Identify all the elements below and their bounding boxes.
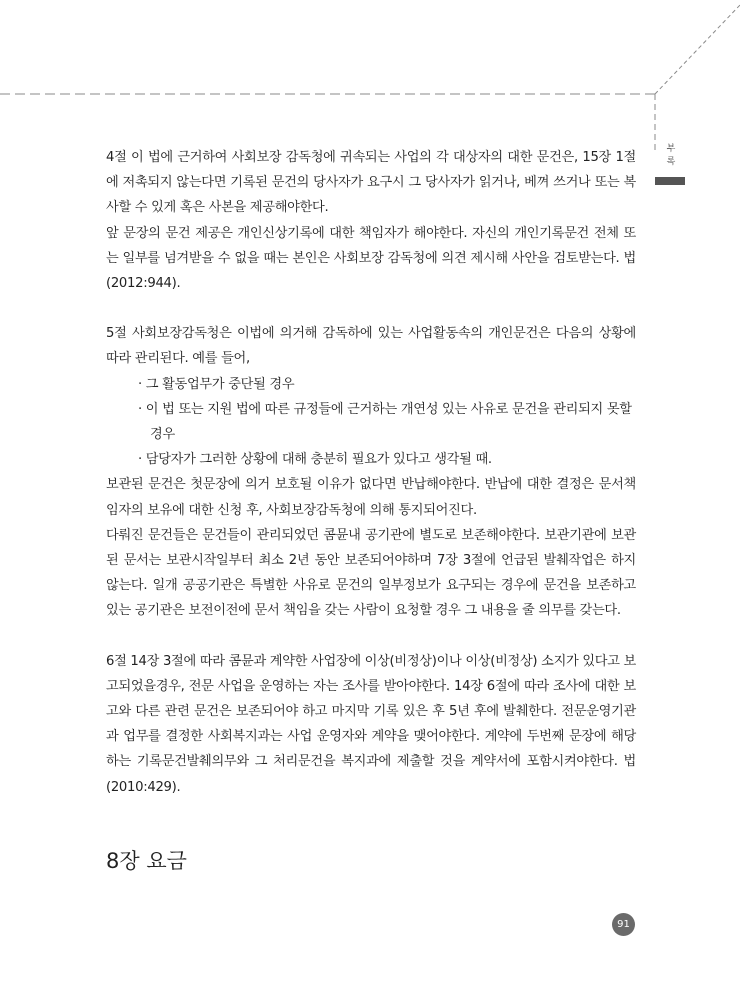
chapter-title: 8장 요금 <box>106 849 187 873</box>
bullet-item: · 이 법 또는 지원 법에 따른 규정들에 근거하는 개연성 있는 사유로 문건을 관리되지 못할경우 <box>138 401 632 443</box>
page-number: 91 <box>612 913 635 936</box>
appendix-tab-label-2: 록 <box>666 157 676 167</box>
appendix-tab-bar <box>655 177 685 185</box>
paragraph-5-return: 보관된 문건은 첫문장에 의거 보호될 이유가 없다면 반납해야한다. 반납에 대한 결정은 문서책임자의 보유에 대한 신청 후, 사회보장감독청에 의해 통지되어진다. <box>106 477 636 518</box>
paragraph-4: 4절 이 법에 근거하여 사회보장 감독청에 귀속되는 사업의 각 대상자의 대한 문건은, 15장 1절에 저촉되지 않는다면 기록된 문건의 당사자가 요구시 그 당사자가 읽거나, 베껴 쓰거나 또는 복사할 수 있게 혹은 사본을 제공해야한다. <box>106 150 636 216</box>
appendix-tab <box>661 143 681 169</box>
bullet-item: · 그 활동업무가 중단될 경우 <box>138 376 295 392</box>
body-text <box>106 145 636 800</box>
paragraph-4-cont: 앞 문장의 문건 제공은 개인신상기록에 대한 책임자가 해야한다. 자신의 개인기록문건 전체 또는 일부를 넘겨받을 수 없을 때는 본인은 사회보장 감독청에 의견 제시해 사안을 검토받는다. 법(2012:944). <box>106 225 636 292</box>
paragraph-5-storage: 다뤄진 문건들은 문건들이 관리되었던 콤뮨내 공기관에 별도로 보존해야한다. 보관기관에 보관된 문서는 보관시작일부터 최소 2년 동안 보존되어야하며 7장 3절에 언급된 발췌작업은 하지 않는다. 일개 공공기관은 특별한 사유로 문건의 일부정보가 요구되는 경우에 문건을 보존하고 있는 공기관은 보전이전에 문서 책임을 갖는 사람이 요청할 경우 그 내용을 줄 의무를 갖는다. <box>106 527 636 619</box>
appendix-tab-label-1: 부 <box>666 144 676 154</box>
paragraph-6: 6절 14장 3절에 따라 콤뮨과 계약한 사업장에 이상(비정상)이나 이상(비정상) 소지가 있다고 보고되었을경우, 전문 사업을 운영하는 자는 조사를 받아야한다. 14장 6절에 따라 조사에 대한 보고와 다른 관련 문건은 보존되어야 하고 마지막 기록 있은 후 5년 후에 발췌한다. 전문운영기관과 업무를 결정한 사회복지과는 사업 운영자와 계약을 맺어야한다. 계약에 두번째 문장에 해당하는 기록문건발췌의무와 그 처리문건을 복지과에 제출할 것을 계약서에 포함시켜야한다. 법(2010:429). <box>106 653 636 795</box>
bullet-item: · 담당자가 그러한 상황에 대해 충분히 필요가 있다고 생각될 때. <box>138 452 492 468</box>
corner-diagonal-line <box>655 5 740 94</box>
paragraph-5: 5절 사회보장감독청은 이법에 의거해 감독하에 있는 사업활동속의 개인문건은 다음의 상황에 따라 관리된다. 예를 들어, <box>106 326 636 367</box>
